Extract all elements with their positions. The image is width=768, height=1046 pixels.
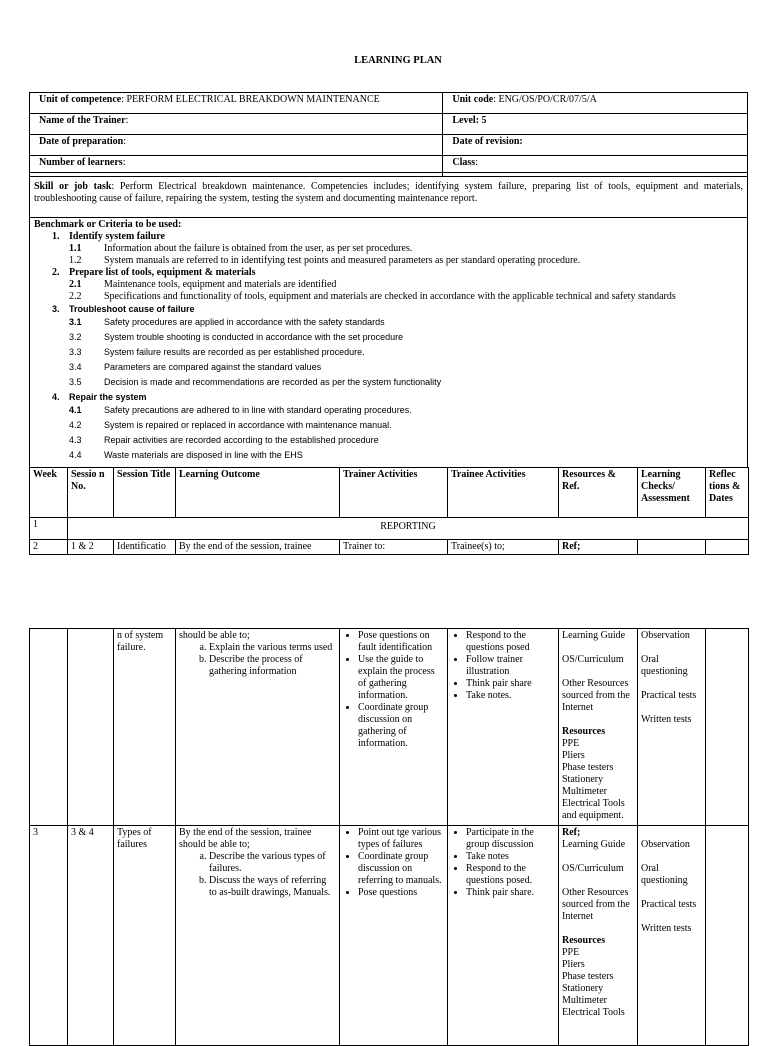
row2-week-cont [30, 629, 68, 826]
col-session-no: Sessio n No. [68, 468, 114, 518]
row2-resource-list [562, 738, 634, 822]
row2-trainer: Trainer to: [340, 540, 448, 555]
assessment-item: Observation [641, 839, 690, 850]
sub-criterion [34, 449, 743, 464]
class: Class: [443, 156, 748, 177]
sub-criterion-text: Safety procedures are applied in accordance with the safety standards [104, 317, 385, 327]
trainee-activity: • Think pair share [466, 678, 555, 690]
row2-checks-cont [638, 629, 706, 826]
row2-trainer-list [343, 630, 444, 750]
row3-checks [638, 826, 706, 1046]
resource-item: Electrical Tools and equipment. [562, 798, 625, 821]
plan-table-top [29, 467, 749, 555]
criterion-1 [34, 231, 743, 243]
sub-criterion-text: Waste materials are disposed in line with the EHS [104, 450, 303, 460]
col-trainee-activities: Trainee Activities [448, 468, 559, 518]
row2-session: 1 & 2 [68, 540, 114, 555]
sub-criterion-text: Information about the failure is obtained from the user, as per set procedures. [104, 243, 413, 254]
unit-of-competence: Unit of competence: PERFORM ELECTRICAL BREAKDOWN MAINTENANCE [30, 93, 443, 114]
outcome-item: a. Describe the various types of failures. [209, 851, 336, 875]
row3-week: 3 [30, 826, 68, 1046]
sub-criterion-number: 2.1 [69, 279, 82, 290]
row3-trainee [448, 826, 559, 1046]
sub-criterion-number: 3.3 [69, 347, 82, 357]
assessment-item: Oral questioning [641, 863, 688, 886]
resource-item: PPE [562, 947, 580, 958]
row2-reflections [706, 540, 749, 555]
trainer-activity: • Pose questions [358, 887, 444, 899]
sub-criterion-text: Parameters are compared against the standard values [104, 362, 322, 372]
row2-outcome: By the end of the session, trainee [176, 540, 340, 555]
criterion-number: 4. [52, 392, 60, 402]
resource-item: Stationery [562, 774, 604, 785]
sub-criterion-text: Decision is made and recommendations are recorded as per the system functionality [104, 377, 442, 387]
trainee-activity: • Respond to the questions posed [466, 630, 555, 654]
row2-resources: Ref; [559, 540, 638, 555]
sub-criterion [34, 361, 743, 376]
criterion-4 [34, 391, 743, 404]
sub-criterion-number: 3.1 [69, 317, 82, 327]
row2-session-cont [68, 629, 114, 826]
sub-criterion-text: Safety precautions are adhered to in line with standard operating procedures. [104, 405, 412, 415]
resource-item: Stationery [562, 983, 604, 994]
spacer [641, 678, 702, 690]
number-of-learners: Number of learners: [30, 156, 443, 177]
sub-criterion [34, 243, 743, 255]
resource-item: Multimeter [562, 786, 607, 797]
criterion-title: Prepare list of tools, equipment & materials [69, 267, 256, 278]
col-week: Week [30, 468, 68, 518]
assessment-item: Practical tests [641, 690, 697, 701]
outcome-item: b. Describe the process of gathering information [209, 654, 336, 678]
row2-title-cont: n of system failure. [114, 629, 176, 826]
row3-resources: Ref; Learning Guide OS/Curriculum Other Resources sourced from the Internet Resources PPE Pliers Phase testers Stationery Multimeter Electrical Tools [559, 826, 638, 1046]
col-trainer-activities: Trainer Activities [340, 468, 448, 518]
col-learning-outcome: Learning Outcome [176, 468, 340, 518]
trainee-activity: • Take notes. [466, 690, 555, 702]
criterion-number: 2. [52, 267, 60, 278]
trainee-activity: • Think pair share. [466, 887, 555, 899]
row2-week: 2 [30, 540, 68, 555]
row3-outcome-list [179, 851, 336, 899]
sub-criterion-number: 4.4 [69, 450, 82, 460]
row2-outcome-list [179, 642, 336, 678]
sub-criterion [34, 376, 743, 391]
row3-trainee-list [451, 827, 555, 899]
row2-checks-list [641, 630, 702, 726]
assessment-item: Written tests [641, 923, 692, 934]
criterion-2 [34, 267, 743, 279]
trainer-activity: • Coordinate group discussion on referring to manuals. [358, 851, 444, 887]
benchmark-heading: Benchmark or Criteria to be used: [34, 219, 182, 230]
spacer [641, 642, 702, 654]
assessment-item: Observation [641, 630, 690, 641]
criterion-number: 3. [52, 304, 60, 314]
trainee-activity: • Take notes [466, 851, 555, 863]
assessment-item: Practical tests [641, 899, 697, 910]
criterion-title: Identify system failure [69, 231, 165, 242]
level: Level: 5 [443, 114, 748, 135]
row3-reflections [706, 826, 749, 1046]
resource-item: Pliers [562, 750, 585, 761]
resource-item: Electrical Tools [562, 1007, 625, 1018]
row2-trainer-cont [340, 629, 448, 826]
sub-criterion [34, 255, 743, 267]
assessment-item: Written tests [641, 714, 692, 725]
sub-criterion-number: 4.2 [69, 420, 82, 430]
sub-criterion-number: 1.1 [69, 243, 82, 254]
date-of-preparation: Date of preparation: [30, 135, 443, 156]
row2-checks [638, 540, 706, 555]
row3-session: 3 & 4 [68, 826, 114, 1046]
trainer-activity: • Point out tge various types of failures [358, 827, 444, 851]
trainer-name: Name of the Trainer: [30, 114, 443, 135]
row3-checks-list [641, 839, 702, 935]
row2-reflections-cont [706, 629, 749, 826]
row3-outcome: By the end of the session, trainee should be able to; a. Describe the various types of failures. b. Discuss the ways of referring to as-built drawings, Manuals. [176, 826, 340, 1046]
criterion-title: Troubleshoot cause of failure [69, 304, 195, 314]
sub-criterion-number: 2.2 [69, 291, 82, 302]
sub-criterion-number: 4.1 [69, 405, 82, 415]
row2-resources-cont: Learning Guide OS/Curriculum Other Resources sourced from the Internet Resources PPE Pliers Phase testers Stationery Multimeter Electrical Tools and equipment. [559, 629, 638, 826]
spacer [641, 702, 702, 714]
row3-resource-list [562, 947, 634, 1019]
resource-item: PPE [562, 738, 580, 749]
trainer-activity: • Use the guide to explain the process of gathering information. [358, 654, 444, 702]
sub-criterion-number: 1.2 [69, 255, 82, 266]
assessment-item: Oral questioning [641, 654, 688, 677]
row2-title: Identificatio [114, 540, 176, 555]
row3-trainer [340, 826, 448, 1046]
spacer [641, 851, 702, 863]
criterion-title: Repair the system [69, 392, 147, 402]
outcome-item: a. Explain the various terms used [209, 642, 336, 654]
sub-criterion-text: Repair activities are recorded according to the established procedure [104, 435, 379, 445]
row2-outcome-cont: should be able to; a. Explain the various terms used b. Describe the process of gathering information [176, 629, 340, 826]
criterion-3 [34, 303, 743, 316]
sub-criterion-number: 3.2 [69, 332, 82, 342]
trainee-activity: • Participate in the group discussion [466, 827, 555, 851]
benchmark-section [29, 217, 748, 468]
sub-criterion-number: 3.5 [69, 377, 82, 387]
sub-criterion [34, 331, 743, 346]
row2-trainee-cont [448, 629, 559, 826]
plan-table-bottom [29, 628, 749, 1046]
sub-criterion-number: 3.4 [69, 362, 82, 372]
skill-or-job-task: Skill or job task: Perform Electrical breakdown maintenance. Competencies includes; identifying system failure, preparing list of tools, equipment and materials, troubleshooting cause of failure, repairing the system, testing the system and documenting maintenance report. [29, 172, 748, 218]
criterion-number: 1. [52, 231, 60, 242]
sub-criterion-text: System manuals are referred to in identifying test points and measured parameters as per standard operating procedure. [104, 255, 581, 266]
sub-criterion-text: Maintenance tools, equipment and materials are identified [104, 279, 337, 290]
sub-criterion [34, 434, 743, 449]
row1-reporting: REPORTING [68, 518, 749, 540]
col-learning-checks: Learning Checks/ Assessment [638, 468, 706, 518]
row3-trainer-list [343, 827, 444, 899]
sub-criterion [34, 419, 743, 434]
col-resources: Resources & Ref. [559, 468, 638, 518]
spacer [641, 887, 702, 899]
sub-criterion-text: System trouble shooting is conducted in accordance with the set procedure [104, 332, 404, 342]
sub-criterion [34, 279, 743, 291]
sub-criterion-text: System is repaired or replaced in accordance with maintenance manual. [104, 420, 392, 430]
sub-criterion [34, 316, 743, 331]
resource-item: Pliers [562, 959, 585, 970]
row2-trainee: Trainee(s) to; [448, 540, 559, 555]
benchmark-list [34, 231, 743, 464]
header-table [29, 92, 748, 177]
row1-week: 1 [30, 518, 68, 540]
trainer-activity: • Coordinate group discussion on gathering of information. [358, 702, 444, 750]
sub-criterion [34, 291, 743, 303]
resource-item: Multimeter [562, 995, 607, 1006]
resource-item: Phase testers [562, 762, 614, 773]
sub-criterion-text: System failure results are recorded as per established procedure. [104, 347, 365, 357]
trainee-activity: • Follow trainer illustration [466, 654, 555, 678]
sub-criterion-text: Specifications and functionality of tools, equipment and materials are checked in accordance with the applicable technical and safety standards [104, 291, 676, 302]
unit-code: Unit code: ENG/OS/PO/CR/07/5/A [443, 93, 748, 114]
col-reflections: Reflec tions & Dates [706, 468, 749, 518]
sub-criterion [34, 404, 743, 419]
spacer [641, 911, 702, 923]
row3-title: Types of failures [114, 826, 176, 1046]
page-title: LEARNING PLAN [354, 55, 442, 66]
date-of-revision: Date of revision: [443, 135, 748, 156]
row2-trainee-list [451, 630, 555, 702]
resource-item: Phase testers [562, 971, 614, 982]
outcome-item: b. Discuss the ways of referring to as-built drawings, Manuals. [209, 875, 336, 899]
col-session-title: Session Title [114, 468, 176, 518]
trainee-activity: • Respond to the questions posed. [466, 863, 555, 887]
trainer-activity: • Pose questions on fault identification [358, 630, 444, 654]
sub-criterion-number: 4.3 [69, 435, 82, 445]
sub-criterion [34, 346, 743, 361]
